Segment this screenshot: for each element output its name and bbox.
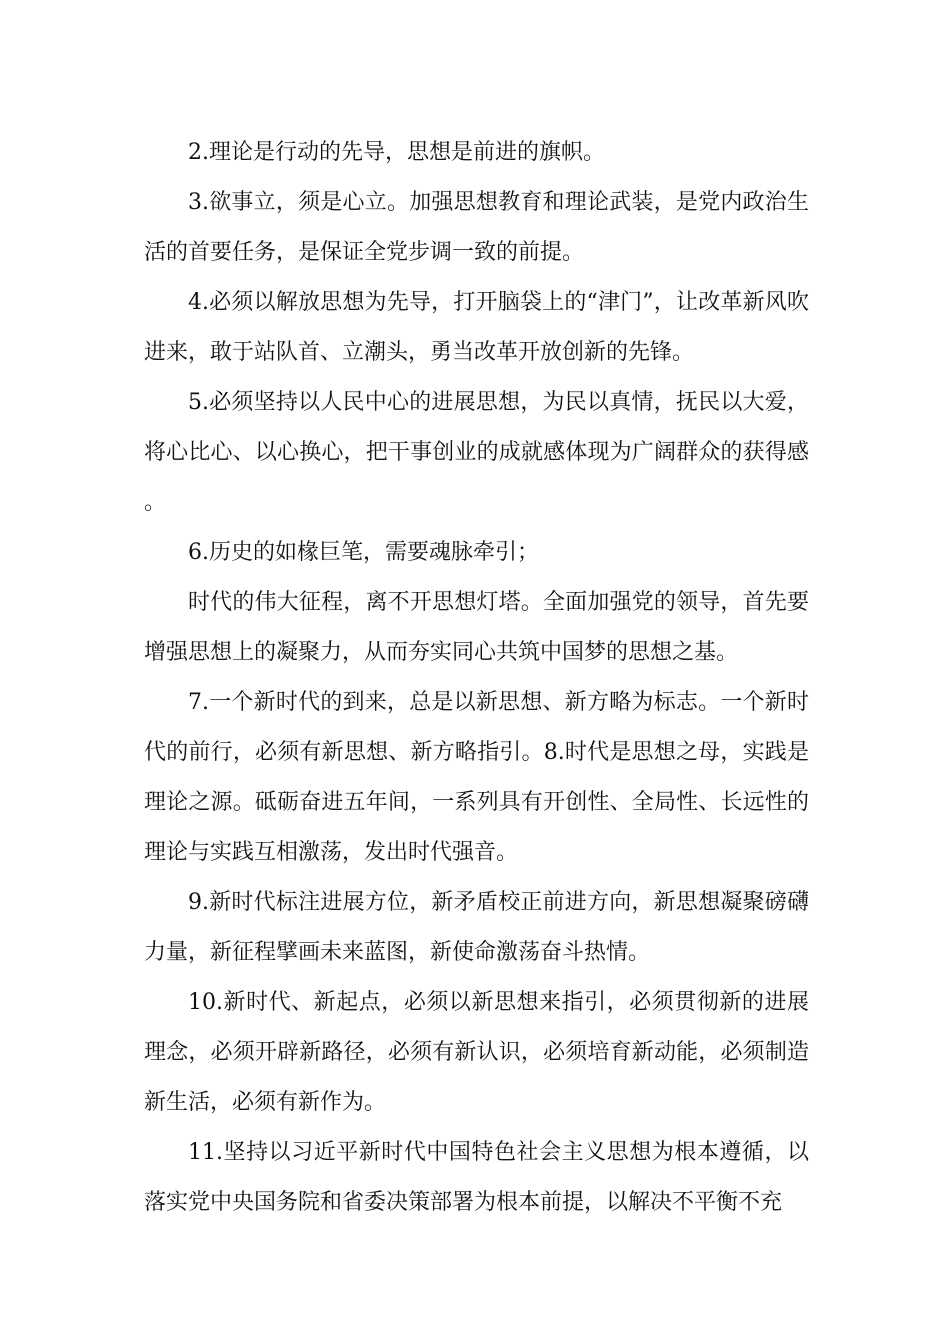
- paragraph-7-8: 7.一个新时代的到来，总是以新思想、新方略为标志。一个新时代的前行，必须有新思想、新方略指引。8.时代是思想之母，实践是理论之源。砥砺奋进五年间，一系列具有开创性、全局性、长远性的理论与实践互相激荡，发出时代强音。: [144, 690, 809, 865]
- paragraph-4: 4.必须以解放思想为先导，打开脑袋上的“津门”，让改革新风吹进来，敢于站队首、立潮头，勇当改革开放创新的先锋。: [144, 290, 809, 365]
- paragraph-10: 10.新时代、新起点，必须以新思想来指引，必须贯彻新的进展理念，必须开辟新路径，必须有新认识，必须培育新动能，必须制造新生活，必须有新作为。: [144, 990, 809, 1115]
- paragraph-6-continued: 时代的伟大征程，离不开思想灯塔。全面加强党的领导，首先要增强思想上的凝聚力，从而夯实同心共筑中国梦的思想之基。: [144, 590, 809, 665]
- paragraph-5: 5.必须坚持以人民中心的进展思想，为民以真情，抚民以大爱，将心比心、以心换心，把干事创业的成就感体现为广阔群众的获得感。: [144, 390, 809, 515]
- paragraph-11: 11.坚持以习近平新时代中国特色社会主义思想为根本遵循，以落实党中央国务院和省委决策部署为根本前提，以解决不平衡不充: [144, 1140, 809, 1215]
- document-body: [144, 128, 809, 1228]
- paragraph-9: 9.新时代标注进展方位，新矛盾校正前进方向，新思想凝聚磅礴力量，新征程擘画未来蓝图，新使命激荡奋斗热情。: [144, 890, 809, 965]
- paragraph-2: 2.理论是行动的先导，思想是前进的旗帜。: [188, 140, 605, 165]
- paragraph-3: 3.欲事立，须是心立。加强思想教育和理论武装，是党内政治生活的首要任务，是保证全党步调一致的前提。: [144, 190, 809, 265]
- paragraph-6: 6.历史的如椽巨笔，需要魂脉牵引；: [188, 540, 539, 565]
